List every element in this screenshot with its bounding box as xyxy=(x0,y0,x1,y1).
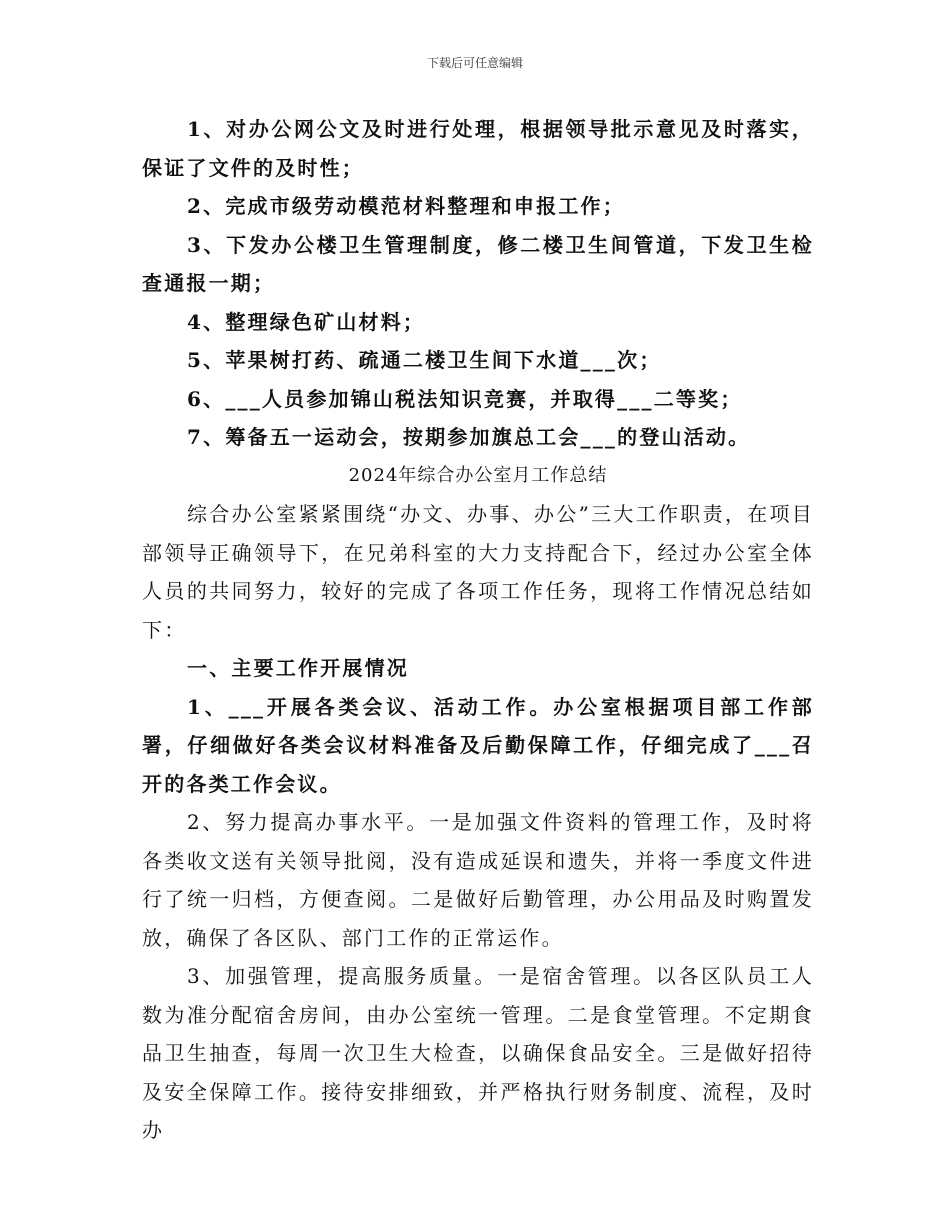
page-header: 下载后可任意编辑 xyxy=(426,56,523,70)
list-item-2: 2、完成市级劳动模范材料整理和申报工作； xyxy=(187,194,625,218)
section-heading: 一、主要工作开展情况 xyxy=(187,656,409,680)
document-title: 2024年综合办公室月工作总结 xyxy=(348,464,608,486)
list-item-3: 3、下发办公楼卫生管理制度，修二楼卫生间管道，下发卫生检查通报一期； xyxy=(142,232,814,295)
section-item-3: 3、加强管理，提高服务质量。一是宿舍管理。以各区队员工人数为准分配宿舍房间，由办公室统一管理。二是食堂管理。不定期食品卫生抽查，每周一次卫生大检查，以确保食品安全。三是做好招待及安全保障工作。接待安排细致，并严格执行财务制度、流程，及时办 xyxy=(142,964,814,1142)
list-item-4: 4、整理绿色矿山材料； xyxy=(187,309,426,334)
document-body xyxy=(142,110,814,1150)
section-item-1: 1、___开展各类会议、活动工作。办公室根据项目部工作部署，仔细做好各类会议材料准备及后勤保障工作，仔细完成了___召开的各类工作会议。 xyxy=(142,694,814,796)
list-item-1: 1、对办公网公文及时进行处理，根据领导批示意见及时落实，保证了文件的及时性； xyxy=(142,117,814,180)
list-item-7: 7、筹备五一运动会，按期参加旗总工会___的登山活动。 xyxy=(187,425,751,449)
list-item-6: 6、___人员参加锦山税法知识竞赛，并取得___二等奖； xyxy=(187,386,743,411)
list-item-5: 5、苹果树打药、疏通二楼卫生间下水道___次； xyxy=(187,348,662,372)
intro-paragraph: 综合办公室紧紧围绕“办文、办事、办公”三大工作职责，在项目部领导正确领导下，在兄弟科室的大力支持配合下，经过办公室全体人员的共同努力，较好的完成了各项工作任务，现将工作情况总结如下： xyxy=(142,502,814,642)
section-item-2: 2、努力提高办事水平。一是加强文件资料的管理工作，及时将各类收文送有关领导批阅，没有造成延误和遗失，并将一季度文件进行了统一归档，方便查阅。二是做好后勤管理，办公用品及时购置发放，确保了各区队、部门工作的正常运作。 xyxy=(142,810,814,950)
